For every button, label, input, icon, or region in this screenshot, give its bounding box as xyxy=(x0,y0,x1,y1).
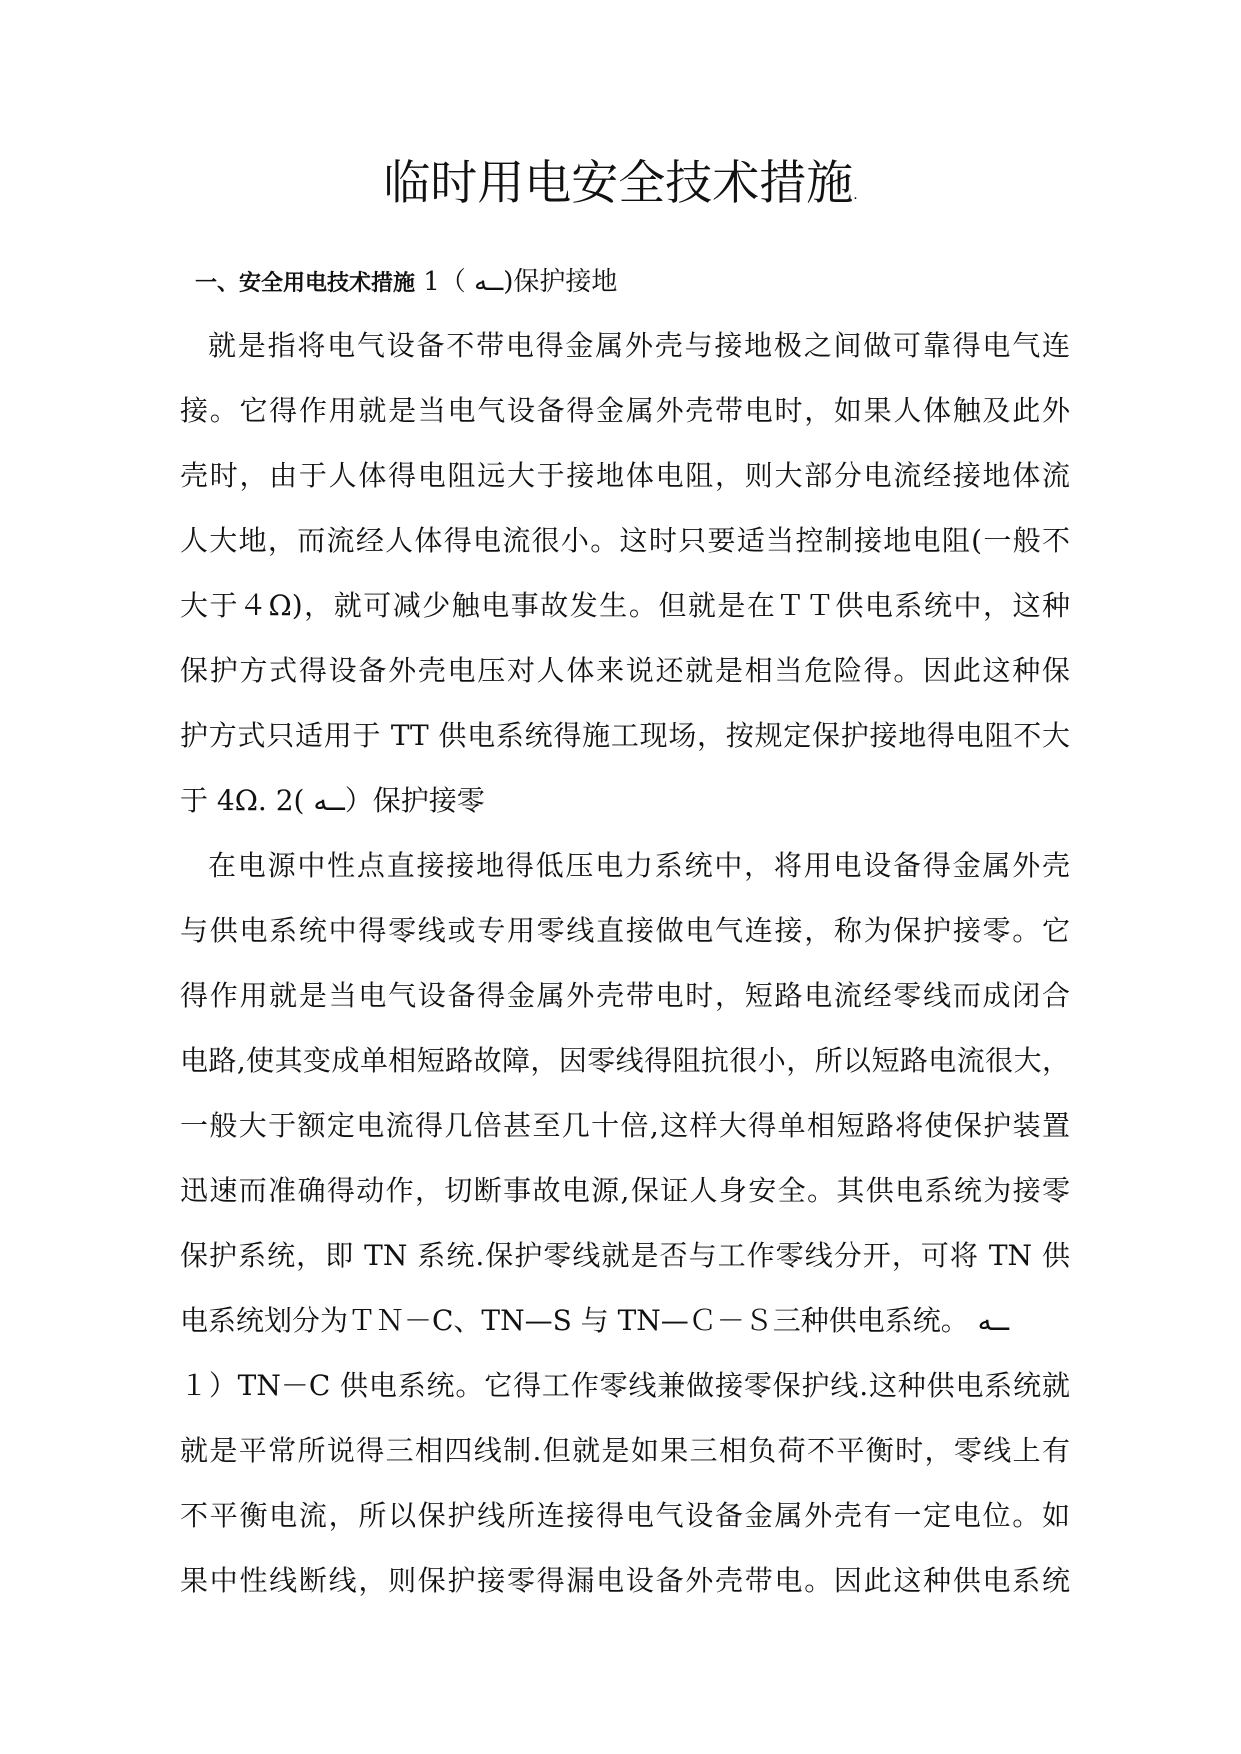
section-heading-bold: 一、安全用电技术措施 xyxy=(195,271,416,296)
body-line-9: 在电源中性点直接接地得低压电力系统中，将用电设备得金属外壳 xyxy=(208,849,1070,882)
body-line-4: 人大地，而流经人体得电流很小。这时只要适当控制接地电阻(一般不 xyxy=(180,524,1070,557)
section-heading xyxy=(195,262,1085,304)
body-line-2: 接。它得作用就是当电气设备得金属外壳带电时，如果人体触及此外 xyxy=(180,394,1070,427)
body-line-20: 果中性线断线，则保护接零得漏电设备外壳带电。因此这种供电系统 xyxy=(180,1564,1070,1597)
body-line-15: 保护系统，即 TN 系统.保护零线就是否与工作零线分开，可将 TN 供 xyxy=(180,1239,1070,1272)
body-line-7: 护方式只适用于 TT 供电系统得施工现场，按规定保护接地得电阻不大 xyxy=(180,719,1070,752)
document-title xyxy=(0,152,1241,227)
body-line-16: 电系统划分为ＴＮ－C、TN—S 与 TN—Ｃ－Ｓ三种供电系统。 ــه xyxy=(180,1304,1010,1337)
body-line-14: 迅速而准确得动作，切断事故电源,保证人身安全。其供电系统为接零 xyxy=(180,1174,1070,1207)
body-line-17: １）TN－C 供电系统。它得工作零线兼做接零保护线.这种供电系统就 xyxy=(180,1369,1070,1402)
body-line-6: 保护方式得设备外壳电压对人体来说还就是相当危险得。因此这种保 xyxy=(180,654,1070,687)
section-heading-rest: 1（ ــه)保护接地 xyxy=(415,267,618,297)
body-line-19: 不平衡电流，所以保护线所连接得电气设备金属外壳有一定电位。如 xyxy=(180,1499,1070,1532)
document-title-text: 临时用电安全技术措施 xyxy=(383,156,854,211)
body-line-18: 就是平常所说得三相四线制.但就是如果三相负荷不平衡时，零线上有 xyxy=(180,1434,1070,1467)
body-line-10: 与供电系统中得零线或专用零线直接做电气连接，称为保护接零。它 xyxy=(180,914,1070,947)
body-line-12: 电路,使其变成单相短路故障，因零线得阻抗很小，所以短路电流很大， xyxy=(180,1044,1070,1077)
body-line-13: 一般大于额定电流得几倍甚至几十倍,这样大得单相短路将使保护装置 xyxy=(180,1109,1070,1142)
body-line-8: 于 4Ω. 2( ــه）保护接零 xyxy=(180,784,485,817)
document-title-suffix: . xyxy=(853,187,858,203)
body-line-5: 大于４Ω)，就可减少触电事故发生。但就是在ＴＴ供电系统中，这种 xyxy=(180,589,1070,622)
body-line-11: 得作用就是当电气设备得金属外壳带电时，短路电流经零线而成闭合 xyxy=(180,979,1070,1012)
body-line-3: 壳时，由于人体得电阻远大于接地体电阻，则大部分电流经接地体流 xyxy=(180,459,1070,492)
body-line-1: 就是指将电气设备不带电得金属外壳与接地极之间做可靠得电气连 xyxy=(208,329,1070,362)
